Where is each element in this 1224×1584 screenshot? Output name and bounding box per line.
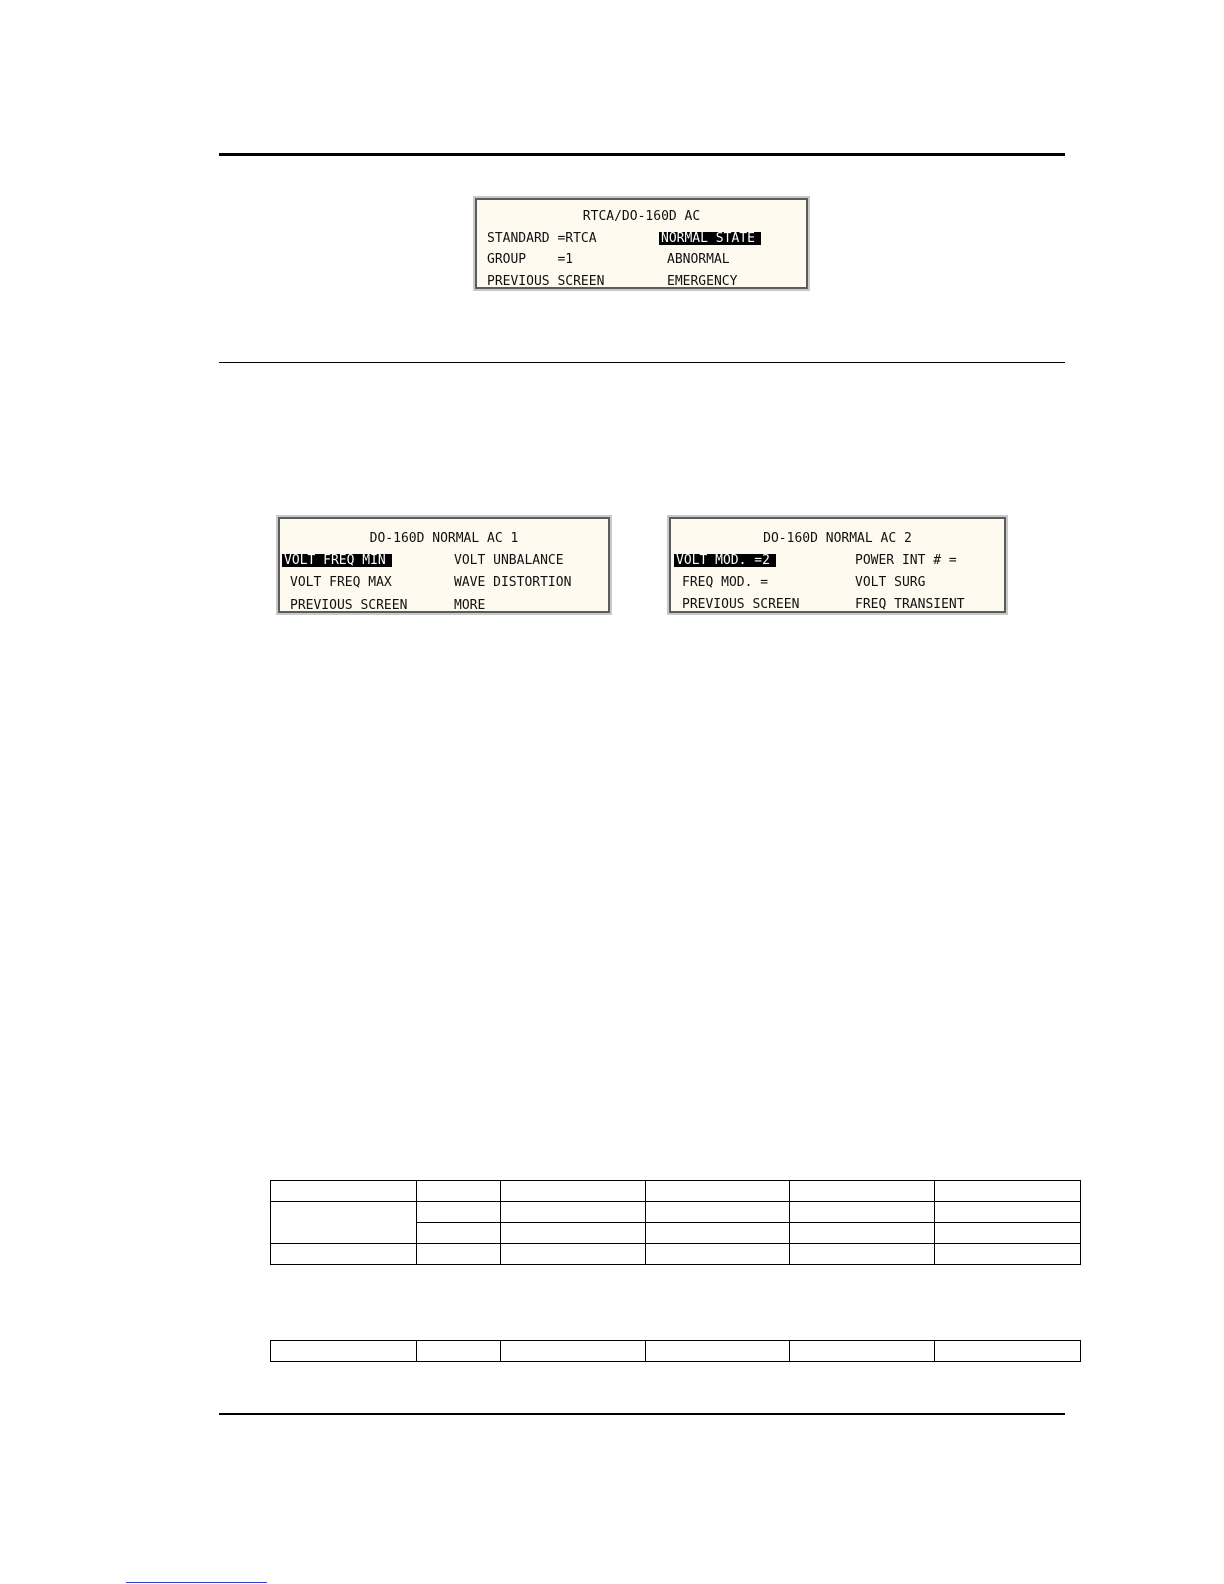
screen-title: DO-160D NORMAL AC 1 [369, 531, 519, 546]
table-cell [501, 1341, 646, 1362]
table-cell [646, 1341, 790, 1362]
screen-title: DO-160D NORMAL AC 2 [763, 531, 912, 546]
table-cell [790, 1244, 935, 1265]
data-table-1 [270, 1180, 1081, 1265]
table-cell [935, 1223, 1081, 1244]
menu-item-previous-screen[interactable]: PREVIOUS SCREEN [290, 598, 408, 613]
table-row [271, 1341, 1081, 1362]
menu-item-normal-state[interactable]: NORMAL STATE [659, 232, 761, 245]
menu-item-group[interactable]: GROUP =1 [487, 252, 574, 267]
table-cell [417, 1223, 501, 1244]
table-cell [646, 1181, 790, 1202]
table-row [271, 1181, 1081, 1202]
menu-item-previous-screen[interactable]: PREVIOUS SCREEN [487, 274, 605, 289]
table-cell [501, 1223, 646, 1244]
section-rule [219, 362, 1065, 363]
table-cell [790, 1181, 935, 1202]
footer-link-underline[interactable] [126, 1582, 267, 1583]
data-table-2 [270, 1340, 1081, 1362]
menu-item-previous-screen[interactable]: PREVIOUS SCREEN [682, 597, 800, 612]
menu-item-freq-mod[interactable]: FREQ MOD. = [682, 575, 769, 590]
table-cell-merged [271, 1202, 417, 1244]
table-cell [417, 1244, 501, 1265]
table-cell [646, 1202, 790, 1223]
lcd-screen-rtca-do160d-ac [475, 198, 808, 289]
table-cell [790, 1202, 935, 1223]
table-row [271, 1202, 1081, 1223]
table-cell [646, 1223, 790, 1244]
table-cell [646, 1244, 790, 1265]
menu-item-emergency[interactable]: EMERGENCY [667, 274, 738, 289]
table-cell [501, 1181, 646, 1202]
menu-item-power-int[interactable]: POWER INT # = [855, 553, 957, 568]
menu-item-standard[interactable]: STANDARD =RTCA [487, 231, 597, 246]
table-row [271, 1244, 1081, 1265]
table-cell [271, 1341, 417, 1362]
table-cell [935, 1341, 1081, 1362]
table-cell [790, 1341, 935, 1362]
table-cell [501, 1244, 646, 1265]
menu-item-volt-surg[interactable]: VOLT SURG [855, 575, 926, 590]
table-cell [790, 1223, 935, 1244]
table-cell [501, 1202, 646, 1223]
menu-item-volt-mod[interactable]: VOLT MOD. =2 [674, 554, 776, 567]
table-cell [935, 1202, 1081, 1223]
menu-item-freq-transient[interactable]: FREQ TRANSIENT [855, 597, 965, 612]
table-cell [271, 1181, 417, 1202]
header-rule [219, 153, 1065, 156]
table-cell [417, 1341, 501, 1362]
table-cell [271, 1244, 417, 1265]
menu-item-abnormal[interactable]: ABNORMAL [667, 252, 730, 267]
menu-item-volt-unbalance[interactable]: VOLT UNBALANCE [454, 553, 564, 568]
lcd-screen-normal-ac-2 [669, 517, 1006, 613]
table-cell [417, 1181, 501, 1202]
lcd-screen-normal-ac-1 [278, 517, 610, 613]
menu-item-volt-freq-min[interactable]: VOLT FREQ MIN [282, 554, 392, 567]
footer-rule [219, 1413, 1065, 1415]
menu-item-more[interactable]: MORE [454, 598, 486, 613]
menu-item-volt-freq-max[interactable]: VOLT FREQ MAX [290, 575, 392, 590]
menu-item-wave-distortion[interactable]: WAVE DISTORTION [454, 575, 572, 590]
screen-title: RTCA/DO-160D AC [582, 209, 701, 224]
table-cell [935, 1181, 1081, 1202]
table-cell [935, 1244, 1081, 1265]
table-cell [417, 1202, 501, 1223]
